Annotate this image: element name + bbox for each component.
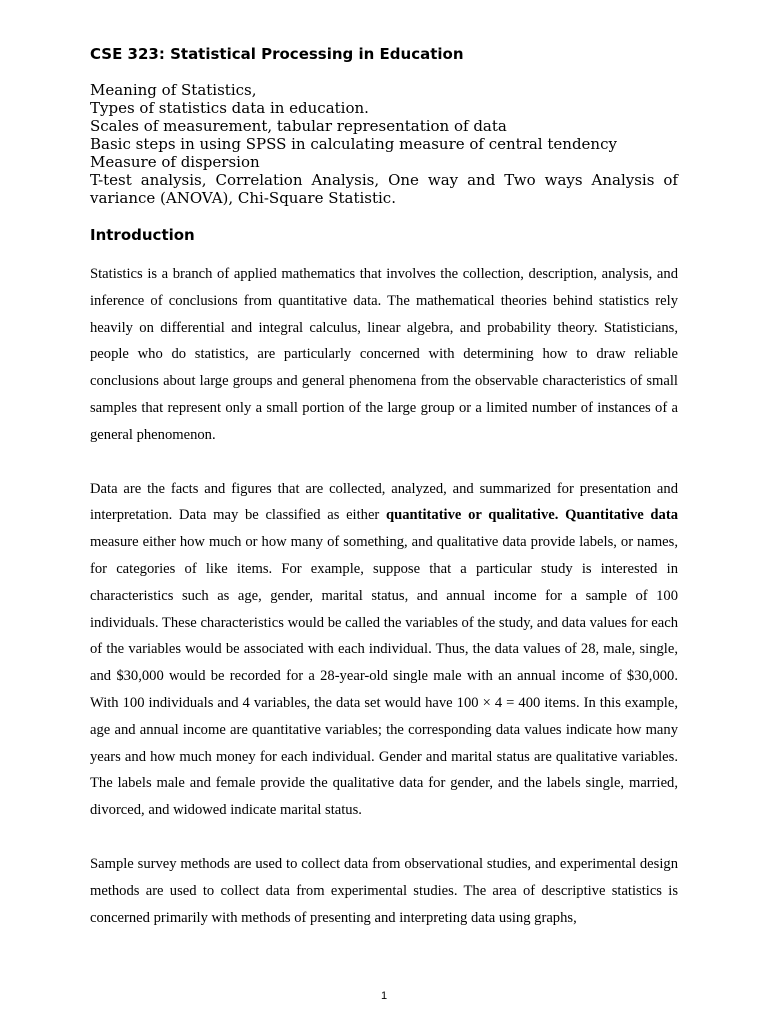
paragraph-data-types bbox=[90, 476, 678, 824]
paragraph-text: measure either how much or how many of something, and qualitative data provide labels, or names, for categories of like items. For example, suppose that a particular study is interested in characteristics such as age, gender, marital status, and annual income for a sample of 100 individuals. These characteristics would be called the variables of the study, and data values for each of the variables would be associated with each individual. Thus, the data values of 28, male, single, and $30,000 would be recorded for a 28-year-old single male with an annual income of $30,000. With 100 individuals and 4 variables, the data set would have 100 × 4 = 400 items. In this example, age and annual income are quantitative variables; the corresponding data values indicate how many years and how much money for each individual. Gender and marital status are qualitative variables. The labels male and female provide the qualitative data for gender, and the labels single, married, divorced, and widowed indicate marital status. bbox=[90, 534, 678, 819]
course-title: CSE 323: Statistical Processing in Education bbox=[90, 45, 464, 63]
paragraph-text: Data are the facts and figures that are collected, analyzed, and summarized for presentation and interpretation. Data may be classified as either bbox=[90, 480, 678, 524]
body-text bbox=[90, 261, 678, 958]
topic-item: Basic steps in using SPSS in calculating measure of central tendency bbox=[90, 135, 617, 153]
topic-item: Types of statistics data in education. bbox=[90, 99, 369, 117]
paragraph-survey-methods: Sample survey methods are used to collect data from observational studies, and experimental design methods are used to collect data from experimental studies. The area of descriptive statistics is concerned primarily with methods of presenting and interpreting data using graphs, bbox=[90, 855, 678, 926]
bold-term: quantitative or qualitative. bbox=[385, 507, 559, 524]
bold-term: Quantitative data bbox=[565, 507, 678, 524]
topic-item: Scales of measurement, tabular representation of data bbox=[90, 117, 507, 135]
topic-list bbox=[90, 81, 678, 207]
topic-item: Meaning of Statistics, bbox=[90, 81, 257, 99]
paragraph-statistics-definition: Statistics is a branch of applied mathematics that involves the collection, description, analysis, and inference of conclusions from quantitative data. The mathematical theories behind statistics rely heavily on differential and integral calculus, linear algebra, and probability theory. Statisticians, people who do statistics, are particularly concerned with determining how to draw reliable conclusions about large groups and general phenomena from the observable characteristics of small samples that represent only a small portion of the large group or a limited number of instances of a general phenomenon. bbox=[90, 266, 678, 443]
section-heading-introduction: Introduction bbox=[90, 226, 195, 244]
topic-item: Measure of dispersion bbox=[90, 153, 260, 171]
page-number: 1 bbox=[380, 990, 388, 1002]
topic-item: T-test analysis, Correlation Analysis, One way and Two ways Analysis of variance (ANOVA), Chi-Square Statistic. bbox=[90, 171, 678, 207]
